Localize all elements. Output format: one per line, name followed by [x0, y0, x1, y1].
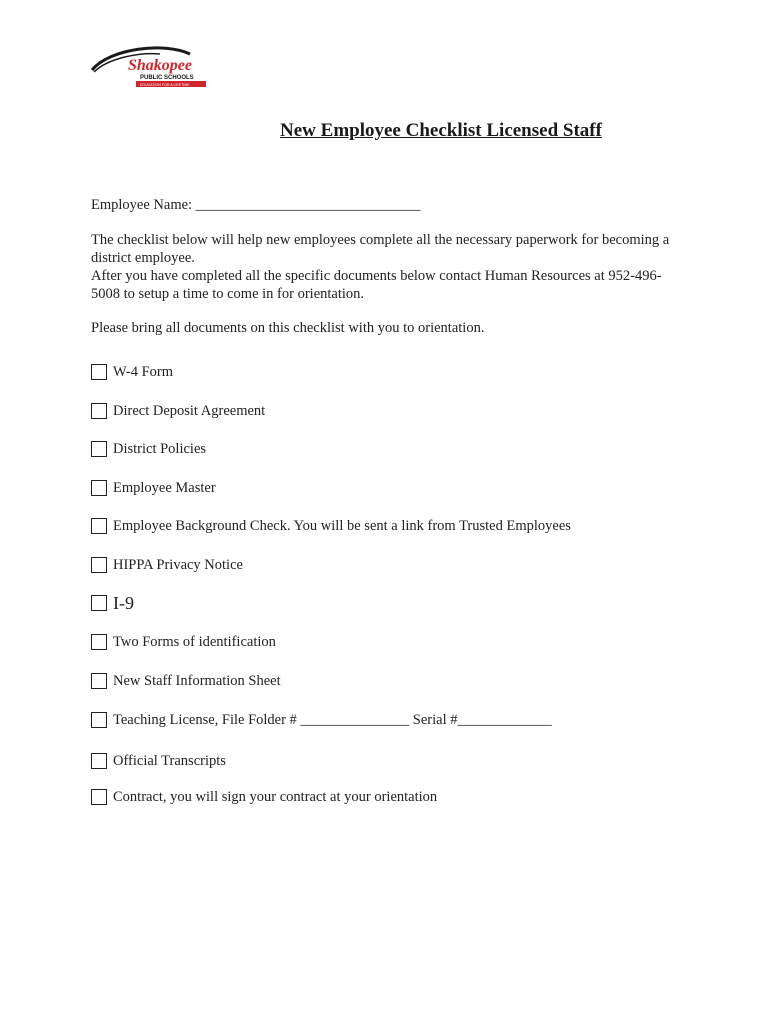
checkbox[interactable]: [91, 441, 107, 457]
checklist-item-label: Employee Background Check. You will be sent a link from Trusted Employees: [113, 517, 571, 534]
checkbox[interactable]: [91, 557, 107, 573]
checkbox[interactable]: [91, 789, 107, 805]
intro-paragraph-1: The checklist below will help new employees complete all the necessary paperwork for becoming a district employee.: [91, 232, 670, 266]
checkbox[interactable]: [91, 480, 107, 496]
page-title: New Employee Checklist Licensed Staff: [280, 120, 602, 141]
checklist-item-label: W-4 Form: [113, 363, 174, 380]
checklist-item-identification[interactable]: [91, 631, 276, 653]
logo-wordmark: Shakopee: [128, 57, 192, 74]
checkbox[interactable]: [91, 634, 107, 650]
checklist-item-label: Contract, you will sign your contract at your orientation: [113, 788, 438, 805]
checklist-item-label: Teaching License, File Folder # _______________ Serial #_____________: [113, 711, 552, 728]
checkbox[interactable]: [91, 595, 107, 611]
intro-paragraph-2: After you have completed all the specific documents below contact Human Resources at 952-496-5008 to setup a time to come in for orientation.: [91, 268, 662, 302]
checkbox[interactable]: [91, 403, 107, 419]
checklist-item-contract[interactable]: [91, 786, 437, 808]
checkbox[interactable]: [91, 673, 107, 689]
checklist-item-label: New Staff Information Sheet: [113, 672, 281, 689]
intro-text: [91, 231, 671, 303]
checkbox[interactable]: [91, 364, 107, 380]
checklist-item-label: Two Forms of identification: [113, 633, 276, 650]
checklist-item-staff-info-sheet[interactable]: [91, 670, 281, 692]
checklist-item-teaching-license[interactable]: [91, 709, 552, 731]
checklist-item-label: I-9: [113, 592, 134, 613]
checkbox[interactable]: [91, 753, 107, 769]
bring-documents-note: Please bring all documents on this checklist with you to orientation.: [91, 320, 485, 336]
checklist-item-label: HIPPA Privacy Notice: [113, 556, 243, 573]
checklist-item-label: District Policies: [113, 440, 207, 457]
checkbox[interactable]: [91, 518, 107, 534]
checklist-item-direct-deposit[interactable]: [91, 400, 265, 422]
logo-subtitle: PUBLIC SCHOOLS: [140, 75, 194, 81]
checklist-item-label: Employee Master: [113, 479, 216, 496]
employee-name-field[interactable]: Employee Name: _______________________________: [91, 197, 421, 213]
checklist-item-hippa-notice[interactable]: [91, 554, 243, 576]
checklist-item-label: Direct Deposit Agreement: [113, 402, 266, 419]
checklist-item-transcripts[interactable]: [91, 750, 226, 772]
checklist-item-employee-master[interactable]: [91, 477, 216, 499]
checklist-item-background-check[interactable]: [91, 515, 571, 537]
checkbox[interactable]: [91, 712, 107, 728]
shakopee-logo: [90, 44, 215, 100]
checklist-item-i9[interactable]: [91, 592, 134, 614]
checklist-item-district-policies[interactable]: [91, 438, 206, 460]
checklist-item-w4[interactable]: [91, 361, 173, 383]
checklist-item-label: Official Transcripts: [113, 752, 226, 769]
logo-tagline: EDUCATION FOR A LIFETIME: [140, 83, 190, 87]
